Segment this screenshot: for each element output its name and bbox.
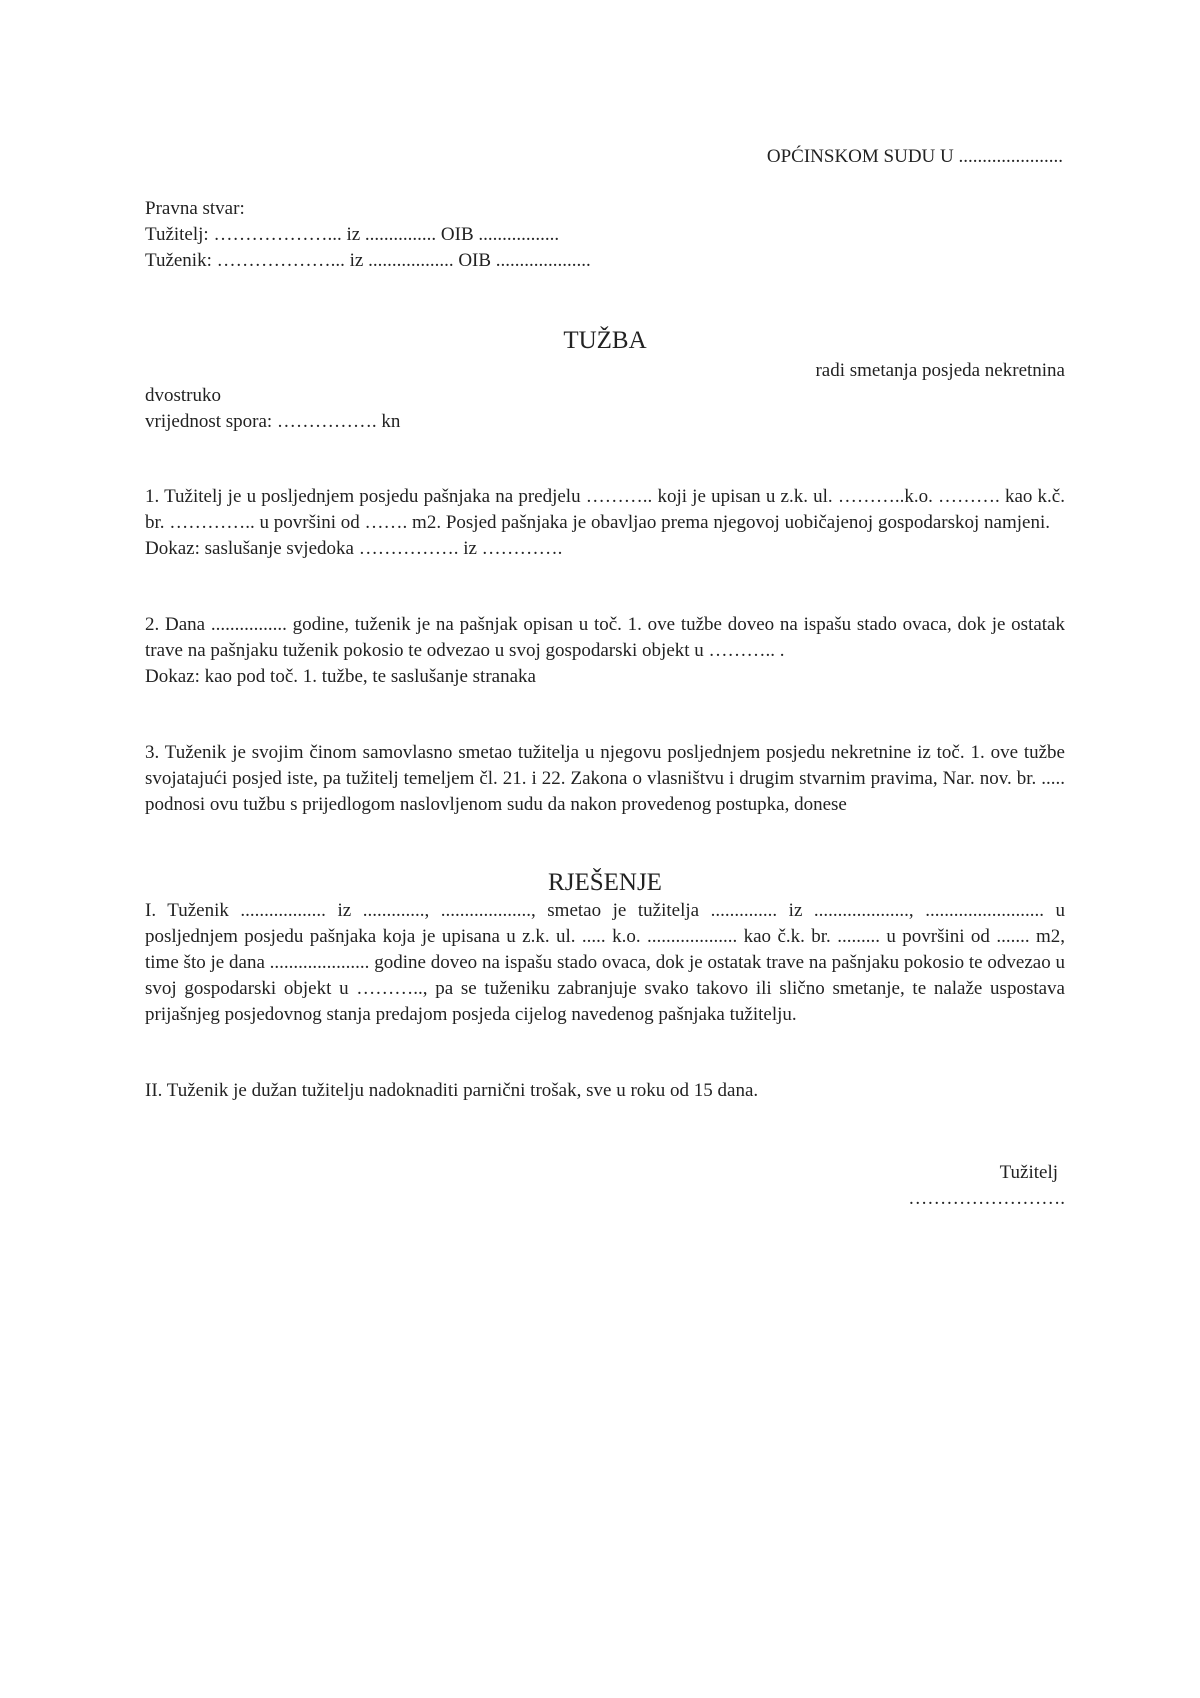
- signature-line: …………………….: [908, 1188, 1065, 1209]
- point-2-proof: Dokaz: kao pod toč. 1. tužbe, te saslušanje stranaka: [145, 666, 536, 687]
- dispute-multiplier: dvostruko: [145, 385, 221, 406]
- point-3-text: 3. Tuženik je svojim činom samovlasno smetao tužitelja u njegovu posljednjem posjedu nekretnine iz toč. 1. ove tužbe svojatajući posjed iste, pa tužitelj temeljem čl. 21. i 22. Zakona o vlasništvu i drugim stvarnim pravima, Nar. nov. br. ..... podnosi ovu tužbu s prijedlogom naslovljenom sudu da nakon provedenog postupka, donese: [145, 742, 1065, 815]
- court-address: OPĆINSKOM SUDU U ......................: [766, 146, 1063, 167]
- ruling-item-1-text: I. Tuženik .................. iz ............., ..................., smetao je tužitelja .............. iz ...................., ......................... u posljednjem posjedu pašnjaka koja je upisana u z.k. ul. ..... k.o. ................... kao č.k. br. ......... u površini od ....... m2, time što je dana ..................... godine doveo na ispašu stado ovaca, dok je ostatak trave na pašnjaku pokosio te odvezao u svoj gospodarski objekt u ……….., pa se tuženiku zabranjuje svako takovo ili slično smetanje, te nalaže uspostava prijašnjeg posjedovnog stanja predajom posjeda cijelog navedenog pašnjaka tužitelju.: [145, 900, 1065, 1025]
- ruling-item-1: [145, 898, 1065, 1028]
- ruling-item-2: [145, 1078, 1065, 1104]
- document-title: TUŽBA: [563, 327, 647, 354]
- ruling-title: RJEŠENJE: [548, 869, 662, 896]
- signature-label: Tužitelj: [999, 1162, 1058, 1183]
- dispute-value: vrijednost spora: ……………. kn: [145, 411, 401, 432]
- parties-block: [145, 196, 1065, 274]
- point-1: [145, 484, 1065, 562]
- point-1-text: 1. Tužitelj je u posljednjem posjedu pašnjaka na predjelu ……….. koji je upisan u z.k. ul. ………..k.o. ………. kao k.č. br. ………….. u površini od ……. m2. Posjed pašnjaka je obavljao prema njegovoj uobičajenoj gospodarskoj namjeni.: [145, 486, 1065, 533]
- point-1-proof: Dokaz: saslušanje svjedoka ……………. iz ………….: [145, 538, 563, 559]
- plaintiff-line: Tužitelj: ………………... iz ............... OIB .................: [145, 224, 560, 245]
- subject-of-claim: radi smetanja posjeda nekretnina: [815, 360, 1065, 381]
- point-2-text: 2. Dana ................ godine, tuženik je na pašnjak opisan u toč. 1. ove tužbe doveo na ispašu stado ovaca, dok je ostatak trave na pašnjaku tuženik pokosio te odvezao u svoj gospodarski objekt u ……….. .: [145, 614, 1065, 661]
- ruling-item-2-text: II. Tuženik je dužan tužitelju nadoknaditi parnični trošak, sve u roku od 15 dana.: [145, 1080, 759, 1101]
- point-3: [145, 740, 1065, 818]
- point-2: [145, 612, 1065, 690]
- legal-matter-label: Pravna stvar:: [145, 198, 245, 219]
- dispute-value-block: [145, 383, 1065, 435]
- defendant-line: Tuženik: ………………... iz .................. OIB ....................: [145, 250, 591, 271]
